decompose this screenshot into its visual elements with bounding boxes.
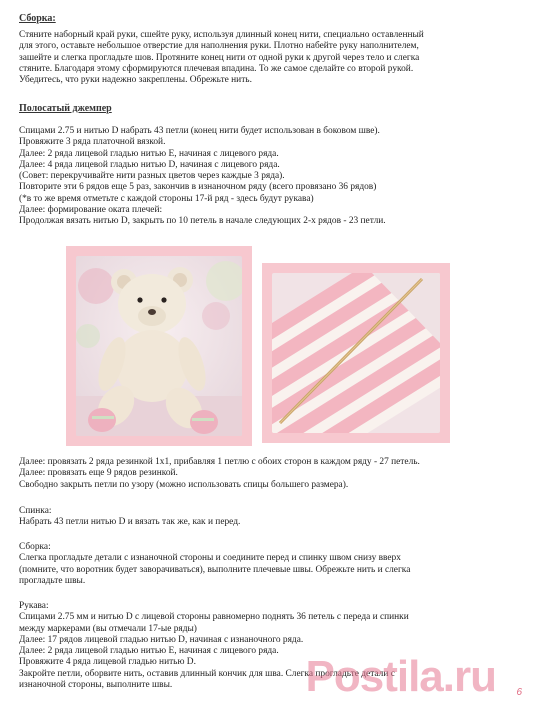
text-line: Далее: 2 ряда лицевой гладью нитью E, начиная с лицевого ряда. (19, 646, 279, 657)
text-line: Далее: 17 рядов лицевой гладью нитью D, начиная с изнаночного ряда. (19, 634, 304, 645)
text-line: прогладьте швы. (19, 575, 86, 586)
assembly-heading: Сборка: (19, 13, 56, 24)
back-heading: Спинка: (19, 506, 52, 516)
striped-knitting-image (272, 273, 440, 433)
text-line: Свободно закрыть петли по узору (можно использовать спицы большего размера). (19, 479, 349, 490)
assembly-paragraph (19, 30, 524, 86)
teddy-bear-image (76, 256, 242, 436)
text-line: (Совет: перекручивайте нити разных цветов через каждые 3 ряда). (19, 171, 285, 182)
text-line: зашейте и слегка прогладьте шов. Протяните конец нити от одной руки к другой через тело и слегка (19, 52, 420, 63)
jumper-paragraph (19, 126, 524, 228)
text-line: Далее: 2 ряда лицевой гладью нитью E, начиная с лицевого ряда. (19, 148, 279, 159)
text-line: Слегка прогладьте детали с изнаночной стороны и соедините перед и спинку швом снизу вверх (19, 553, 401, 564)
text-line: Повторите эти 6 рядов еще 5 раз, закончив в изнаночном ряду (всего провязано 36 рядов) (19, 182, 377, 193)
text-line: (*в то же время отметьте с каждой стороны 17-й ряд - здесь будут рукава) (19, 193, 314, 204)
text-line: Спицами 2.75 мм и нитью D с лицевой стороны равномерно поднять 36 петель с переда и спинки (19, 612, 409, 623)
knitting-photo (272, 273, 440, 433)
text-line: Спицами 2.75 и нитью D набрать 43 петли (конец нити будет использован в боковом шве). (19, 126, 380, 136)
page-number: 6 (516, 687, 522, 698)
back-section (19, 506, 524, 529)
assembly-section-2 (19, 542, 524, 587)
text-line: Далее: 4 ряда лицевой гладью нитью D, начиная с лицевого ряда. (19, 159, 280, 170)
teddy-bear-photo (76, 256, 242, 436)
text-line: Провяжите 4 ряда лицевой гладью нитью D. (19, 657, 196, 668)
sleeves-heading: Рукава: (19, 601, 49, 611)
text-line: Продолжая вязать нитью D, закрыть по 10 петель в начале следующих 2-х рядов - 23 петли. (19, 216, 386, 227)
jumper-heading: Полосатый джемпер (19, 103, 112, 114)
text-line: для этого, оставьте небольшое отверстие для наполнения руки. Плотно набейте руку наполнителем, (19, 41, 419, 52)
text-line: Провяжите 3 ряда платочной вязкой. (19, 137, 166, 148)
text-line: изнаночной стороны, выполните швы. (19, 680, 173, 691)
text-line: (помните, что воротник будет заворачиваться), выполните плечевые швы. Обрежьте нить и слегка (19, 564, 411, 575)
text-line: стяните. Благодаря этому сформируются плечевая впадина. То же самое сделайте со второй рукой. (19, 63, 414, 74)
text-line: Убедитесь, что руки надежно закреплены. Обрежьте нить. (19, 75, 252, 86)
ribbing-paragraph (19, 457, 524, 491)
text-line: между маркерами (вы отмечали 17-ые ряды) (19, 623, 197, 634)
text-line: Далее: провязать 2 ряда резинкой 1x1, прибавляя 1 петлю с обоих сторон в каждом ряду - 27 петель. (19, 457, 420, 467)
watermark-logo: Postila.ru (305, 652, 496, 701)
text-line: Закройте петли, оборвите нить, оставив длинный кончик для шва. Слегка прогладьте детали с (19, 668, 395, 679)
text-line: Далее: провязать еще 9 рядов резинкой. (19, 468, 178, 479)
text-line: Далее: формирование оката плечей: (19, 205, 163, 216)
assembly-heading-2: Сборка: (19, 542, 51, 552)
text-line: Стяните наборный край руки, сшейте руку, используя длинный конец нити, специально оставленный (19, 30, 424, 40)
text-line: Набрать 43 петли нитью D и вязать так же, как и перед. (19, 517, 241, 528)
